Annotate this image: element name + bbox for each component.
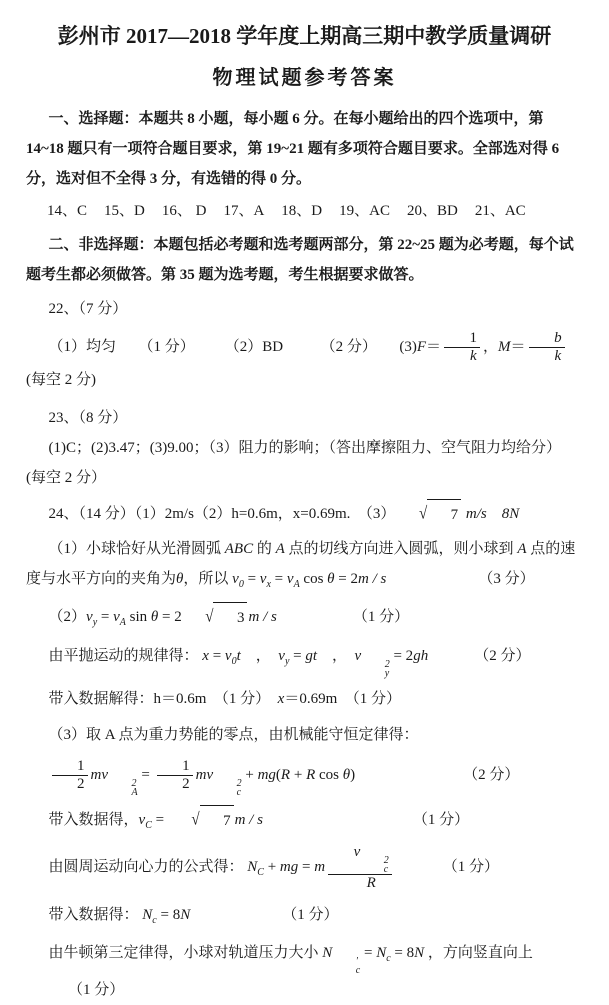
answer-item-21: 21、AC	[474, 203, 526, 219]
answer-item-18: 18、D	[281, 203, 323, 219]
doc-title-line1: 彭州市 2017—2018 学年度上期高三期中教学质量调研	[57, 24, 552, 48]
score-label: （1 分）	[412, 811, 470, 828]
q24-nc-result-line	[26, 900, 583, 930]
q24-vc-result-line	[26, 805, 583, 836]
q22-heading: 22、（7 分）	[48, 301, 128, 317]
q24-heading-line	[26, 499, 583, 530]
score-label: （3 分）	[478, 571, 535, 587]
q24-newton-formula: 由牛顿第三定律得，小球对轨道压力大小 N ′ c = $N_c = 8N$ ，方向竖直向上	[48, 944, 533, 976]
q24-centripetal-line	[26, 844, 583, 892]
q22-answer-line	[26, 330, 583, 395]
doc-title-line2: 物理试题参考答案	[212, 67, 397, 89]
answer-item-15: 15、D	[104, 203, 145, 219]
q23-heading: 23、（8 分）	[48, 410, 128, 426]
answer-item-20: 20、BD	[406, 203, 458, 219]
q24-energy-conservation-line	[26, 758, 583, 797]
mc-answers-row	[26, 196, 583, 226]
q24-energy-formula: $\frac{1}{2}$ mv 2 A = $\frac{1}{2}$ mv 2 c + mg(R + R cos θ)	[49, 767, 356, 783]
q24-projectile-formula: 由平抛运动的规律得： $x = v_0t$ ， $v_y$ = gt ， v 2 y = 2gh	[48, 648, 429, 679]
q24-projectile-law-line	[26, 641, 583, 678]
q24-step3-intro-text: （3）取 A 点为重力势能的零点，由机械能守恒定律得：	[48, 727, 419, 743]
score-label: （1 分）	[352, 609, 410, 625]
q23-answer-line: (1)C；(2)3.47；(3)9.00；（3）阻力的影响；（答出摩擦阻力、空气阻力均给分） (每空 2 分）	[26, 440, 584, 486]
q24-data-solve-text: 带入数据解得：h＝0.6m （1 分） x＝0.69m （1 分）	[48, 691, 402, 707]
answer-item-16: 16、 D	[161, 203, 207, 219]
q24-step1-paragraph	[26, 534, 583, 594]
score-label: （2 分）	[474, 648, 531, 664]
answer-item-19: 19、AC	[339, 203, 390, 219]
q24-nc-formula: 带入数据得： $N_c = 8N$	[48, 906, 191, 926]
score-label: （1 分）	[68, 981, 125, 998]
q24-step3-intro-line	[26, 720, 583, 750]
score-label: （1 分）	[282, 906, 339, 923]
q24-step2-line	[26, 602, 583, 633]
score-label: （1 分）	[442, 859, 500, 876]
score-label: （2 分）	[463, 766, 520, 783]
answer-item-14: 14、C	[47, 203, 88, 219]
q22-formula: （1）均匀 （1 分） （2）BD （2 分） (3)F＝ $\frac{1}{k}$ ，M＝ $\frac{b}{k}$ (每空 2 分)	[26, 339, 568, 388]
q24-data-solve-line	[26, 684, 583, 714]
answer-item-17: 17、A	[223, 203, 265, 219]
q24-newton-third-law-line	[26, 938, 583, 1005]
q24-vc-formula: 带入数据得，$v_C$ = √ 7 m / s	[49, 812, 263, 828]
q24-step2-formula: $(2)v_y = v_A$ sin θ = 2 √ 3 m / s	[49, 609, 277, 625]
q24-centripetal-formula: 由圆周运动向心力的公式得： $N_C$ + mg = m v 2 c R	[49, 859, 395, 875]
section1-intro: 一、选择题：本题共 8 小题，每小题 6 分。在每小题给出的四个选项中，第 14~18 题只有一项符合题目要求，第 19~21 题有多项符合题目要求。全部选对得 6 分，选对但不全得 3 分，有选错的得 0 分。	[26, 111, 560, 187]
q24-step1-formula: （1）小球恰好从光滑圆弧 ABC 的 A 点的切线方向进入圆弧，则小球到 A 点的速度与水平方向的夹角为θ，所以 $v_0 = v_x = v_A$ cos θ = 2m / s	[26, 541, 576, 590]
q24-summary-formula: 24、（14 分）（1）2m/s（2）h=0.6m，x=0.69m. （3） √ 7 m/s 8N	[49, 506, 520, 522]
section2-intro: 二、非选择题：本题包括必考题和选考题两部分，第 22~25 题为必考题，每个试题考生都必须做答。第 35 题为选考题，考生根据要求做答。	[26, 237, 574, 283]
